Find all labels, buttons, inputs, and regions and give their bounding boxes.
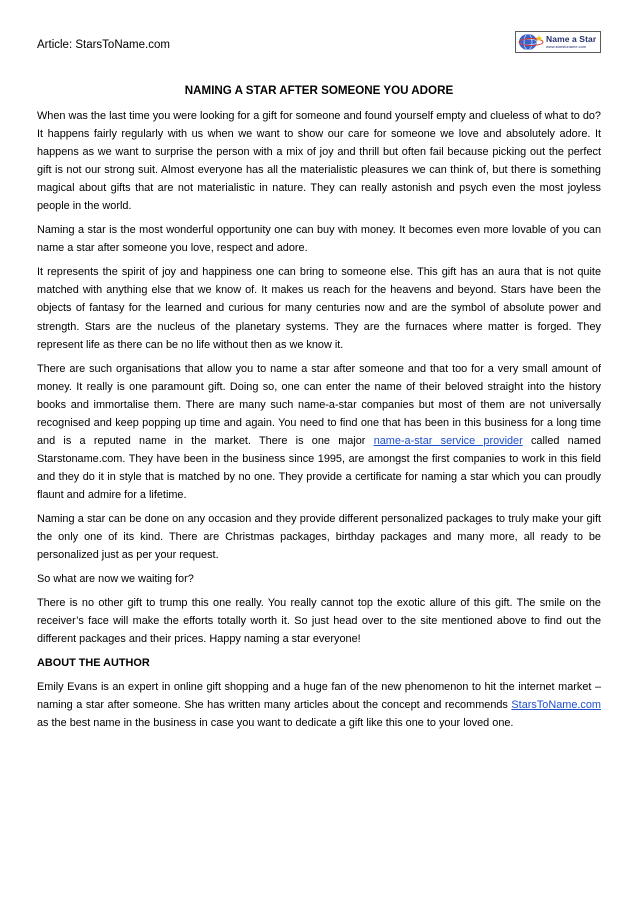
article-source-label: Article: StarsToName.com xyxy=(37,39,170,51)
globe-star-icon xyxy=(518,33,544,51)
author-bio xyxy=(37,678,601,732)
paragraph-occasions: Naming a star can be done on any occasion and they provide different personalized packages to truly make your gift the only one of its kind. There are Christmas packages, birthday packages and many more, all ready to be personalized just as per your request. xyxy=(37,512,601,562)
service-provider-link[interactable]: name-a-star service provider xyxy=(373,434,523,447)
author-bio-text-after: as the best name in the business in case you want to dedicate a gift like this one to your loved one. xyxy=(37,717,514,730)
starstoname-link[interactable]: StarsToName.com xyxy=(511,699,601,712)
paragraph-organisations-text-after: called named Starstoname.com. They have been in the business since 1995, are amongst the first companies to work in this field and they do it in style that is matched by no one. They provide a certificate for naming a star which you can proudly flaunt and admire for a lifetime. xyxy=(37,434,601,501)
article-title: NAMING A STAR AFTER SOMEONE YOU ADORE xyxy=(184,84,454,97)
paragraph-opportunity: Naming a star is the most wonderful opportunity one can buy with money. It becomes even more lovable of you can name a star after someone you love, respect and adore. xyxy=(37,224,601,255)
logo-name: Name a Star xyxy=(546,34,597,45)
logo-url: www.starstoname.com xyxy=(546,43,587,49)
name-a-star-logo xyxy=(515,31,601,53)
paragraph-organisations xyxy=(37,360,601,504)
paragraph-closing: There is no other gift to trump this one really. You really cannot top the exotic allure of this gift. The smile on the receiver’s face will make the efforts totally worth it. So just head over to the site mentioned above to find out the different packages and their prices. Happy naming a star everyone! xyxy=(37,597,601,646)
paragraph-intro: When was the last time you were looking for a gift for someone and found yourself empty and clueless of what to do? It happens fairly regularly with us when we want to show our care for someone we love and absolutely adore. It happens as we want to surprise the person with a mix of joy and thrill but often fail because picking out the perfect gift is not our strong suit. Almost everyone has all the materialistic pleasures we can think of, but there is something magical about gifts that are not materialistic in nature. They can really astonish and psych even the most joyless people in the world. xyxy=(37,110,601,213)
paragraph-spirit: It represents the spirit of joy and happiness one can bring to someone else. This gift has an aura that is not quite matched with anything else that we know of. It makes us reach for the heavens and beyond. Stars have been the objects of fantasy for the learned and curious for many centuries now and are the symbol of absolute power and strength. Stars are the nucleus of the planetary systems. They are the furnaces where matter is forged. They represent life as there can be no life without then as we know it. xyxy=(37,266,601,351)
paragraph-question: So what are now we waiting for? xyxy=(37,573,194,586)
paragraph-organisations-text-before: There are such organisations that allow you to name a star after someone and that too for a very small amount of money. It really is one paramount gift. Doing so, one can enter the name of their beloved straight into the history books and immortalise them. There are many such name-a-star companies but most of them are not universally recognised and keep popping up time and again. You need to find one that has been in this business for a long time and is a reputed name in the market. There is one major xyxy=(37,362,601,447)
about-author-heading: ABOUT THE AUTHOR xyxy=(37,657,150,670)
article-body xyxy=(37,107,601,739)
author-bio-text-before: Emily Evans is an expert in online gift shopping and a huge fan of the new phenomenon to hit the internet market – naming a star after someone. She has written many articles about the concept and recommends xyxy=(37,681,601,712)
